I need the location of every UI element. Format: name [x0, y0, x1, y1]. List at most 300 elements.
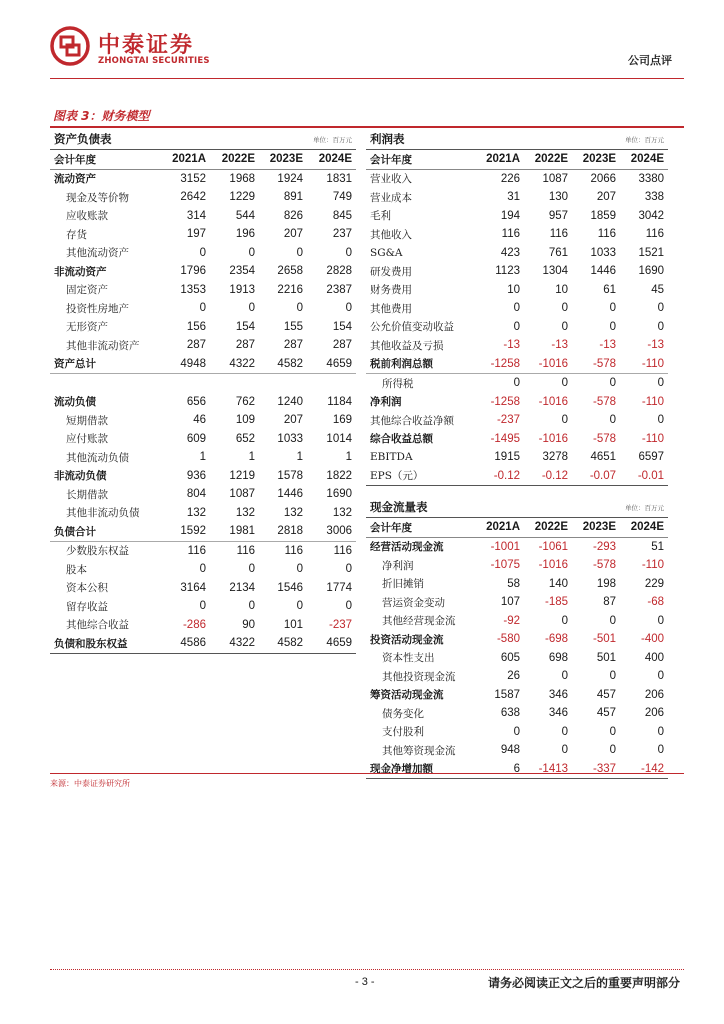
row-value: 0: [248, 563, 256, 576]
row-value: 4659: [307, 355, 356, 374]
row-value: 948: [500, 744, 520, 757]
row-value: 132: [332, 506, 353, 519]
row-value: 0: [609, 670, 617, 683]
table-row: [50, 560, 356, 579]
disclaimer: 请务必阅读正文之后的重要声明部分: [487, 976, 680, 990]
table-row: [366, 760, 668, 779]
row-value: 1219: [229, 469, 256, 482]
row-value: 116: [284, 544, 304, 557]
row-label: 其他流动负债: [66, 451, 129, 464]
row-value: 3380: [638, 172, 665, 185]
row-value: 3006: [307, 522, 356, 541]
row-value: 4948: [162, 355, 210, 374]
row-value: 0: [609, 744, 617, 757]
row-value: 638: [500, 707, 520, 720]
row-value: -13: [503, 339, 520, 352]
table-title-row: [366, 497, 668, 518]
row-label: 投资活动现金流: [370, 633, 444, 646]
table-row: [366, 281, 668, 300]
row-label: 其他收入: [370, 228, 412, 241]
table-row: [50, 374, 356, 393]
table-title-row: [366, 129, 668, 150]
row-value: -400: [640, 633, 665, 646]
row-value: 0: [609, 320, 617, 333]
row-value: 226: [500, 172, 520, 185]
row-value: -1495: [490, 432, 520, 445]
row-value: 0: [513, 725, 520, 738]
row-value: 2216: [277, 283, 304, 296]
table-row: [366, 723, 668, 742]
table-row: [50, 597, 356, 616]
row-value: 652: [235, 432, 256, 445]
row-label: 折旧摊销: [382, 578, 424, 591]
row-value: 0: [199, 600, 206, 613]
row-value: 2134: [229, 581, 256, 594]
row-value: 957: [548, 209, 569, 222]
row-value: -68: [647, 596, 665, 609]
row-label: 无形资产: [66, 321, 108, 334]
source-divider: [50, 773, 684, 774]
row-value: -578: [593, 432, 617, 445]
table-row: [366, 188, 668, 207]
table-row: [50, 616, 356, 635]
row-label: 其他投资现金流: [382, 670, 456, 683]
row-label: EPS（元）: [366, 467, 476, 486]
row-value: 0: [561, 320, 569, 333]
row-label: 股本: [66, 563, 87, 576]
table-row: [366, 593, 668, 612]
table-row: [50, 355, 356, 374]
row-value: 3164: [180, 581, 206, 594]
row-label: 负债和股东权益: [50, 634, 162, 653]
row-value: 605: [500, 651, 520, 664]
table-row: [366, 318, 668, 337]
row-value: 1521: [638, 246, 665, 259]
row-value: 0: [296, 302, 304, 315]
figure-title: 图表 3：财务模型: [53, 109, 150, 123]
row-value: 1087: [229, 488, 256, 501]
row-value: 101: [283, 618, 304, 631]
row-label: 其他综合收益净额: [370, 414, 454, 427]
row-value: 45: [651, 283, 665, 296]
row-value: 400: [644, 651, 665, 664]
table-row: [366, 374, 668, 393]
row-value: 116: [645, 228, 665, 241]
row-value: 1184: [327, 395, 353, 408]
row-value: 0: [657, 670, 665, 683]
row-value: -1016: [524, 355, 572, 374]
row-value: 1690: [638, 265, 665, 278]
row-label: 研发费用: [370, 265, 412, 278]
table-row: [50, 281, 356, 300]
row-value: -580: [496, 633, 520, 646]
column-header-year: 2022E: [524, 150, 572, 170]
column-header-year: 2021A: [476, 150, 524, 170]
row-value: 31: [507, 191, 520, 204]
column-header-label: 会计年度: [50, 150, 162, 170]
row-value: 0: [199, 246, 206, 259]
row-value: -92: [503, 614, 520, 627]
table-row: [50, 541, 356, 560]
row-value: [307, 374, 356, 393]
row-value: 169: [332, 414, 353, 427]
table-row: [50, 430, 356, 449]
row-value: 346: [548, 707, 569, 720]
row-value: -237: [328, 618, 353, 631]
table-row: [50, 225, 356, 244]
row-value: 207: [283, 414, 304, 427]
row-label: 所得税: [382, 377, 414, 390]
row-value: 10: [555, 283, 569, 296]
row-value: 0: [345, 563, 353, 576]
row-value: 314: [186, 209, 206, 222]
row-value: -1061: [538, 540, 569, 553]
table-row: [366, 630, 668, 649]
table-row: [50, 579, 356, 598]
row-value: 1: [296, 451, 304, 464]
row-value: 762: [235, 395, 256, 408]
row-value: 544: [235, 209, 256, 222]
row-value: 1859: [590, 209, 617, 222]
row-value: 698: [548, 651, 569, 664]
row-value: 804: [186, 488, 206, 501]
row-value: 6: [476, 760, 524, 779]
table-row: [50, 411, 356, 430]
row-value: 58: [507, 577, 520, 590]
row-value: -1016: [538, 395, 569, 408]
table-row: [366, 448, 668, 467]
row-value: 749: [332, 191, 353, 204]
row-label: 应付账款: [66, 433, 108, 446]
row-value: -0.07: [572, 467, 620, 486]
cash-flow-table: [366, 497, 668, 779]
column-header-year: 2023E: [572, 150, 620, 170]
row-label: 税前利润总额: [366, 355, 476, 374]
row-value: [162, 374, 210, 393]
row-value: -13: [551, 339, 569, 352]
table-row: [50, 504, 356, 523]
row-label: 应收账款: [66, 210, 108, 223]
row-label: 其他筹资现金流: [382, 744, 456, 757]
row-value: -286: [182, 618, 206, 631]
row-value: 1033: [277, 432, 304, 445]
column-header-year: 2022E: [210, 150, 259, 170]
row-value: 936: [186, 469, 206, 482]
row-value: 0: [657, 414, 665, 427]
row-value: -578: [593, 395, 617, 408]
row-value: 0: [248, 302, 256, 315]
row-value: 1968: [229, 172, 256, 185]
row-value: 1822: [326, 469, 353, 482]
row-value: 107: [500, 596, 520, 609]
row-value: 0: [561, 302, 569, 315]
table-row: [50, 485, 356, 504]
row-label: 资产总计: [50, 355, 162, 374]
column-header-year: 2024E: [620, 150, 668, 170]
row-label: 少数股东权益: [66, 545, 129, 558]
row-label: 非流动资产: [54, 265, 107, 278]
row-value: 0: [609, 725, 617, 738]
zhongtai-logo-icon: [50, 26, 90, 66]
row-value: 1033: [590, 246, 617, 259]
table-row: [366, 667, 668, 686]
row-value: 1014: [326, 432, 353, 445]
row-value: 457: [596, 688, 617, 701]
table-row: [50, 299, 356, 318]
table-row: [366, 169, 668, 188]
row-value: 116: [549, 228, 569, 241]
row-value: 109: [235, 414, 256, 427]
table-row: [50, 467, 356, 486]
table-row: [366, 355, 668, 374]
row-value: 0: [296, 246, 304, 259]
row-label: 营业成本: [370, 191, 412, 204]
row-label: 投资性房地产: [66, 302, 129, 315]
row-value: 61: [603, 283, 617, 296]
row-value: 0: [657, 614, 665, 627]
table-row: [366, 299, 668, 318]
table-row: [50, 522, 356, 541]
row-value: 891: [283, 191, 304, 204]
row-value: 1546: [277, 581, 304, 594]
row-value: 2818: [259, 522, 307, 541]
row-value: 198: [596, 577, 617, 590]
row-value: -0.01: [620, 467, 668, 486]
row-value: 116: [333, 544, 353, 557]
column-header-label: 会计年度: [366, 518, 476, 538]
row-value: 1587: [494, 688, 520, 701]
table-header-row: [366, 518, 668, 538]
source-note: 来源：中泰证券研究所: [50, 779, 130, 788]
row-value: -698: [544, 633, 569, 646]
row-value: 194: [500, 209, 520, 222]
row-value: -13: [599, 339, 617, 352]
row-value: 656: [186, 395, 206, 408]
row-value: 2387: [326, 283, 353, 296]
row-value: 90: [242, 618, 256, 631]
row-value: -1016: [538, 432, 569, 445]
row-value: 46: [193, 414, 206, 427]
row-value: 1229: [229, 191, 256, 204]
row-label: 资本性支出: [382, 652, 435, 665]
row-value: 0: [561, 614, 569, 627]
table-row: [366, 467, 668, 486]
row-label: 现金及等价物: [66, 191, 129, 204]
row-value: 1123: [495, 265, 520, 278]
column-header-year: 2024E: [620, 518, 668, 538]
row-value: -1016: [538, 559, 569, 572]
row-value: 116: [236, 544, 256, 557]
table-row: [50, 169, 356, 188]
row-value: -13: [647, 339, 665, 352]
table-row: [366, 704, 668, 723]
figure-divider: [50, 126, 684, 128]
row-value: -142: [620, 760, 668, 779]
row-label: 净利润: [382, 559, 414, 572]
table-unit: 单位：百万元: [572, 129, 668, 150]
row-value: 6597: [638, 451, 665, 464]
row-value: 2828: [326, 265, 353, 278]
row-value: 0: [657, 725, 665, 738]
row-value: [210, 374, 259, 393]
row-value: 1592: [162, 522, 210, 541]
row-value: -1001: [490, 540, 520, 553]
row-label: 负债合计: [50, 522, 162, 541]
row-value: 116: [187, 544, 206, 557]
row-label: 其他非流动负债: [66, 507, 140, 520]
row-value: 197: [186, 228, 206, 241]
row-value: 457: [596, 707, 617, 720]
row-value: 10: [507, 283, 520, 296]
row-value: -110: [641, 432, 665, 445]
row-value: 0: [199, 302, 206, 315]
row-label: 净利润: [370, 396, 402, 409]
row-value: 0: [561, 670, 569, 683]
row-value: 3278: [542, 451, 569, 464]
row-value: 1: [345, 451, 353, 464]
table-title: 利润表: [366, 129, 572, 150]
row-value: 0: [609, 414, 617, 427]
row-label: 非流动负债: [54, 470, 107, 483]
row-value: -337: [572, 760, 620, 779]
row-label: 固定资产: [66, 284, 108, 297]
row-label: 综合收益总额: [370, 433, 433, 446]
row-value: 2658: [277, 265, 304, 278]
column-header-label: 会计年度: [366, 150, 476, 170]
row-value: 4322: [210, 355, 259, 374]
table-title: 资产负债表: [50, 129, 259, 150]
report-type: 公司点评: [628, 54, 672, 67]
row-label: 其他收益及亏损: [370, 339, 444, 352]
row-value: 845: [332, 209, 353, 222]
table-row: [50, 207, 356, 226]
row-value: 1774: [326, 581, 353, 594]
row-label: 其他费用: [370, 302, 412, 315]
row-value: 116: [501, 228, 520, 241]
row-label: 经营活动现金流: [370, 541, 444, 554]
row-value: 1913: [229, 283, 256, 296]
row-value: -0.12: [476, 467, 524, 486]
row-value: 0: [657, 302, 665, 315]
column-header-year: 2022E: [524, 518, 572, 538]
row-value: 1796: [180, 265, 206, 278]
table-row: [50, 336, 356, 355]
row-label: [50, 374, 162, 393]
row-label: 公允价值变动收益: [370, 321, 454, 334]
row-value: 1: [199, 451, 206, 464]
row-value: -1413: [524, 760, 572, 779]
row-label: 留存收益: [66, 600, 108, 613]
row-value: 1915: [494, 451, 520, 464]
row-value: 0: [609, 377, 617, 390]
row-value: 0: [561, 377, 569, 390]
page-number: - 3 -: [355, 976, 375, 988]
row-value: -1075: [490, 559, 520, 572]
table-row: [366, 225, 668, 244]
row-value: -293: [592, 540, 617, 553]
row-value: 423: [500, 246, 520, 259]
column-header-year: 2023E: [259, 150, 307, 170]
row-value: 237: [332, 228, 353, 241]
row-value: 207: [596, 191, 617, 204]
column-header-year: 2021A: [162, 150, 210, 170]
company-name-cn: 中泰证券: [98, 33, 195, 58]
row-value: 87: [603, 596, 617, 609]
table-row: [50, 448, 356, 467]
row-label: 营业收入: [370, 173, 412, 186]
row-label: 其他非流动资产: [66, 339, 140, 352]
table-row: [366, 575, 668, 594]
row-value: 0: [561, 414, 569, 427]
table-row: [50, 188, 356, 207]
company-name-en: ZHONGTAI SECURITIES: [98, 56, 210, 66]
table-row: [366, 336, 668, 355]
row-value: 1087: [542, 172, 569, 185]
row-value: 1924: [277, 172, 304, 185]
row-value: [259, 374, 307, 393]
row-value: 4582: [259, 634, 307, 653]
row-value: -110: [641, 559, 665, 572]
table-title: 现金流量表: [366, 497, 572, 518]
row-label: 财务费用: [370, 284, 412, 297]
row-value: 51: [651, 540, 665, 553]
row-value: 0: [513, 377, 520, 390]
row-value: 0: [345, 600, 353, 613]
row-value: -578: [572, 355, 620, 374]
row-value: 2354: [229, 265, 256, 278]
row-label: 毛利: [370, 210, 391, 223]
row-value: 130: [548, 191, 569, 204]
row-value: 287: [235, 339, 256, 352]
row-label: 流动资产: [54, 173, 96, 186]
column-header-year: 2021A: [476, 518, 524, 538]
row-label: 短期借款: [66, 414, 108, 427]
footer-divider: [50, 969, 684, 970]
row-value: 1446: [590, 265, 617, 278]
row-value: 196: [235, 228, 256, 241]
row-value: 2642: [180, 191, 206, 204]
row-label: 其他流动资产: [66, 247, 129, 260]
row-label: 资本公积: [66, 582, 108, 595]
row-value: 229: [644, 577, 665, 590]
row-value: 1690: [326, 488, 353, 501]
table-row: [50, 262, 356, 281]
table-unit: 单位：百万元: [259, 129, 356, 150]
row-value: 0: [345, 302, 353, 315]
row-value: 155: [283, 320, 304, 333]
row-label: 营运资金变动: [382, 596, 445, 609]
row-value: 0: [199, 563, 206, 576]
row-value: 338: [644, 191, 665, 204]
row-label: 其他综合收益: [66, 619, 129, 632]
table-row: [366, 207, 668, 226]
row-value: 0: [248, 600, 256, 613]
row-value: 132: [235, 506, 256, 519]
row-value: 1240: [277, 395, 304, 408]
row-value: 0: [513, 320, 520, 333]
table-row: [366, 411, 668, 430]
row-value: 3152: [180, 172, 206, 185]
table-row: [366, 244, 668, 263]
row-label: 长期借款: [66, 488, 108, 501]
row-value: -578: [592, 559, 617, 572]
row-value: 2066: [590, 172, 617, 185]
row-value: 156: [186, 320, 206, 333]
row-value: 1981: [210, 522, 259, 541]
row-value: 0: [561, 725, 569, 738]
row-value: 154: [235, 320, 256, 333]
row-value: 4582: [259, 355, 307, 374]
